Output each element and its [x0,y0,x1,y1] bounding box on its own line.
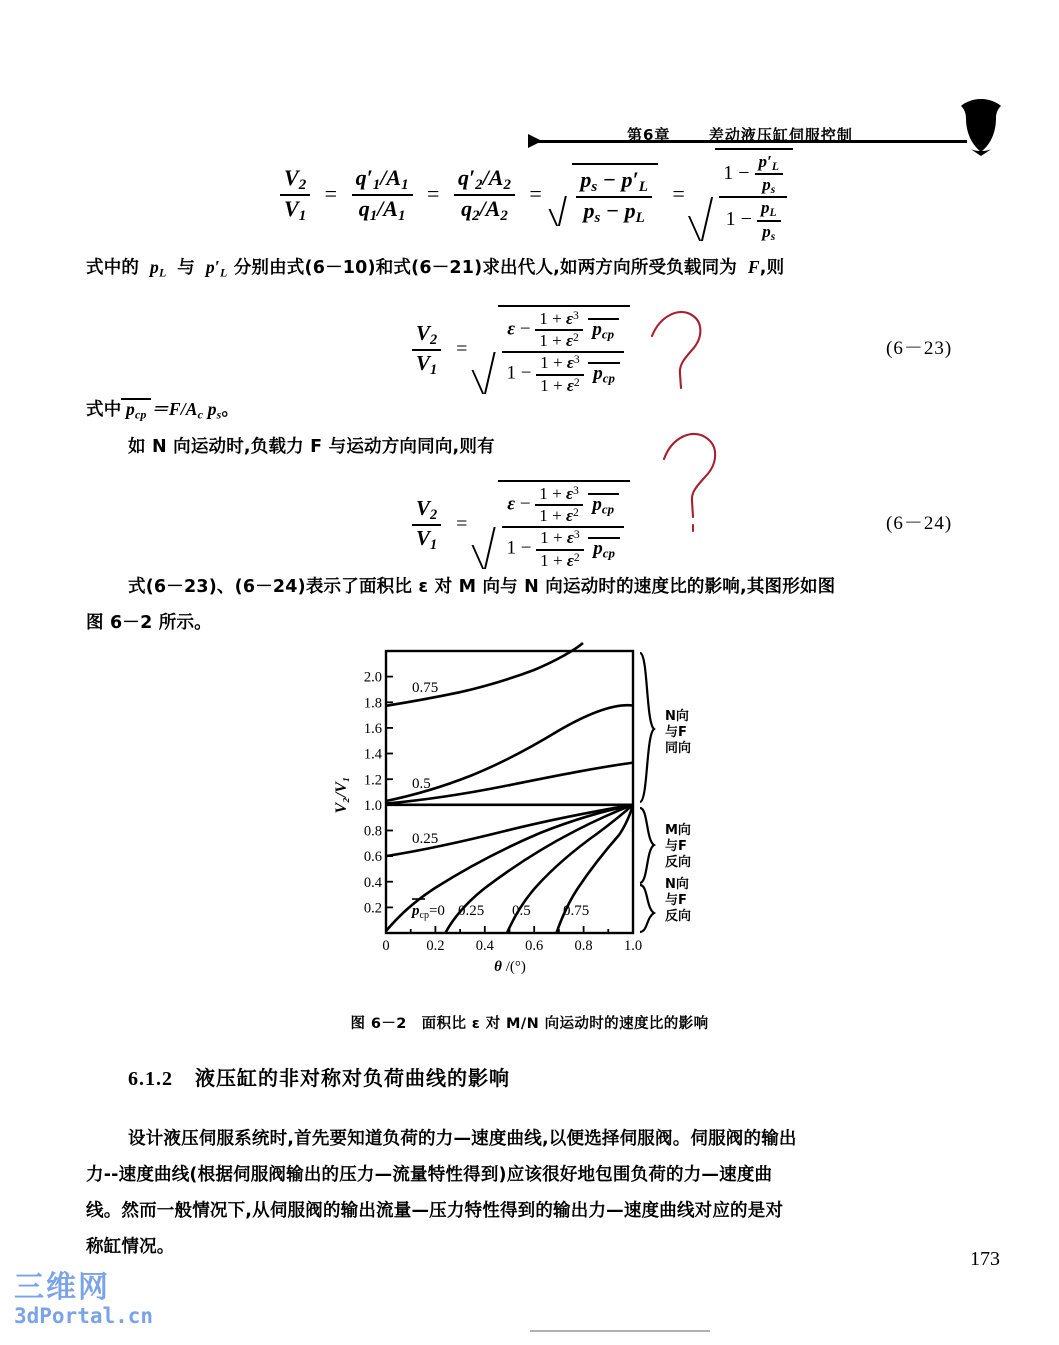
y-axis-label: V₂/V₁ [333,776,350,814]
x-axis-label: θ /(°) [494,959,526,975]
svg-text:0.6: 0.6 [363,849,382,866]
brace-label-n-same-l1: N向 [665,709,689,724]
svg-text:0.6: 0.6 [525,938,544,954]
section-title: 液压缸的非对称对负荷曲线的影响 [195,1066,510,1090]
red-handwritten-question-mark-1 [648,300,738,400]
final-paragraph-line-2: 力--速度曲线(根据伺服阀输出的压力—流量特性得到)应该很好地包围负荷的力—速度曲 [86,1165,773,1185]
svg-text:0.4: 0.4 [475,938,494,954]
x-tick-labels [382,938,642,954]
brace-label-m-opposite-l1: M向 [665,823,691,838]
svg-text:1.8: 1.8 [363,695,382,712]
svg-text:pcp=0: $p_{cp}=0$ [412,903,445,921]
svg-text:1.4: 1.4 [363,746,382,763]
brace-label-n-opposite-l2: 与F [665,893,687,908]
svg-text:0.2: 0.2 [426,938,445,954]
p1-with: 与 [177,258,195,278]
section-heading [128,1062,510,1091]
watermark-cn: 三维网 [14,1270,110,1305]
svg-text:0.8: 0.8 [574,938,593,954]
brace-label-n-opposite [665,877,691,925]
svg-text:1.6: 1.6 [363,721,382,737]
svg-text:0.4: 0.4 [363,874,382,891]
running-header [0,52,1059,144]
page-number: 173 [970,1248,1000,1270]
curve-label-upper-075: 0.75 [412,680,439,696]
shield-icon [955,98,1007,156]
header-chapter-title [627,124,853,145]
svg-text:0.8: 0.8 [363,823,382,840]
figure-chart-svg [330,645,700,975]
right-braces [640,653,654,932]
figure-6-2 [330,645,700,975]
svg-text:0.2: 0.2 [363,900,382,917]
y-tick-labels [364,670,383,917]
paragraph-1: 式中的 $p_L$ 与 $p'_L$ 分别由式(6－10)和式(6－21)求出代人,如两方向所受负载同为 F,则 [86,257,785,280]
final-paragraph-line-1: 设计液压伺服系统时,首先要知道负荷的力—速度曲线,以便选择伺服阀。伺服阀的输出 [128,1129,797,1149]
brace-label-n-opposite-l3: 反向 [665,909,692,924]
equation-number-6-23: (6－23) [886,338,953,359]
curve-label-lower-025: 0.25 [412,831,439,847]
p1-part-a: 式中的 [86,258,140,278]
curve-label-lower-075: 0.75 [563,903,590,919]
brace-label-n-same [665,709,691,757]
equation-6-23: $\frac{V_2}{V_1}$ = ε − $\frac{1 + \varepsilon^3}{1 + \varepsilon^2}$ $p_{cp}$ 1 − $\frac{1 + \varepsilon^3}{1 + \varepsilon^2}$ $p_{cp}$ [412,305,630,396]
svg-text:0: 0 [382,938,390,954]
brace-label-m-opposite-l2: 与F [665,839,687,854]
brace-label-n-same-l3: 同向 [665,741,692,756]
paragraph-4-line-1: 式(6－23)、(6－24)表示了面积比 ε 对 M 向与 N 向运动时的速度比的影响,其图形如图 [128,577,836,597]
paragraph-3: 如 N 向运动时,负载力 F 与运动方向同向,则有 [128,437,495,457]
brace-middle [640,808,654,883]
section-number: 6.1.2 [128,1068,173,1090]
curve-label-lower-025b: 0.25 [458,903,485,919]
curve-label-lower-05: 0.5 [512,903,531,919]
watermark [14,1272,214,1334]
red-handwritten-question-mark-2 [660,425,750,535]
brace-label-m-opposite-l3: 反向 [665,855,692,870]
brace-label-n-opposite-l1: N向 [665,877,689,892]
svg-text:1.2: 1.2 [363,772,382,789]
svg-text:1.0: 1.0 [623,938,643,954]
brace-lower [640,885,654,932]
header-chapter-label: 第6章 [627,126,671,144]
p2-prefix: 式中 [86,400,122,420]
figure-caption: 图 6－2 面积比 ε 对 M/N 向运动时的速度比的影响 [350,1016,709,1032]
svg-text:2.0: 2.0 [363,669,382,686]
brace-label-n-same-l2: 与F [665,725,687,740]
watermark-en: 3dPortal.cn [14,1304,154,1328]
svg-text:1.0: 1.0 [363,797,382,814]
brace-label-m-opposite [665,823,691,871]
curve-label-upper-05: 0.5 [412,776,431,792]
final-paragraph-line-4: 称缸情况。 [86,1237,175,1257]
p1-part-b: 分别由式(6－10)和式(6－21)求出代人,如两方向所受负载同为 [233,258,738,278]
bottom-rule [530,1330,710,1332]
equation-6-24: $\frac{V_2}{V_1}$ = ε − $\frac{1 + \varepsilon^3}{1 + \varepsilon^2}$ $p_{cp}$ 1 − $\frac{1 + \varepsilon^3}{1 + \varepsilon^2}$ $p_{cp}$ [412,480,630,571]
equation-number-6-24: (6－24) [886,513,953,534]
paragraph-4-line-2: 图 6－2 所示。 [86,613,212,633]
final-paragraph-line-3: 线。然而一般情况下,从伺服阀的输出流量—压力特性得到的输出力—速度曲线对应的是对 [86,1201,784,1221]
brace-upper [640,653,654,802]
p1-part-c: ,则 [759,258,785,278]
header-chapter-name: 差动液压缸伺服控制 [708,126,853,144]
paragraph-2: 式中 $p_{cp} =F/A_c$ $p_s$。 [86,399,240,422]
equation-top: $\frac{V_2}{V_1}$ = $\frac{q'_1/A_1}{q_1/A_1}$ = $\frac{q'_2/A_2}{q_2/A_2}$ = $\frac{p_s - p'_L}{p_s - p_L}$ = 1 − $\frac{p'_L}{p_s}$ 1 − $\frac{p_L}{p_s}$ [280,148,793,243]
